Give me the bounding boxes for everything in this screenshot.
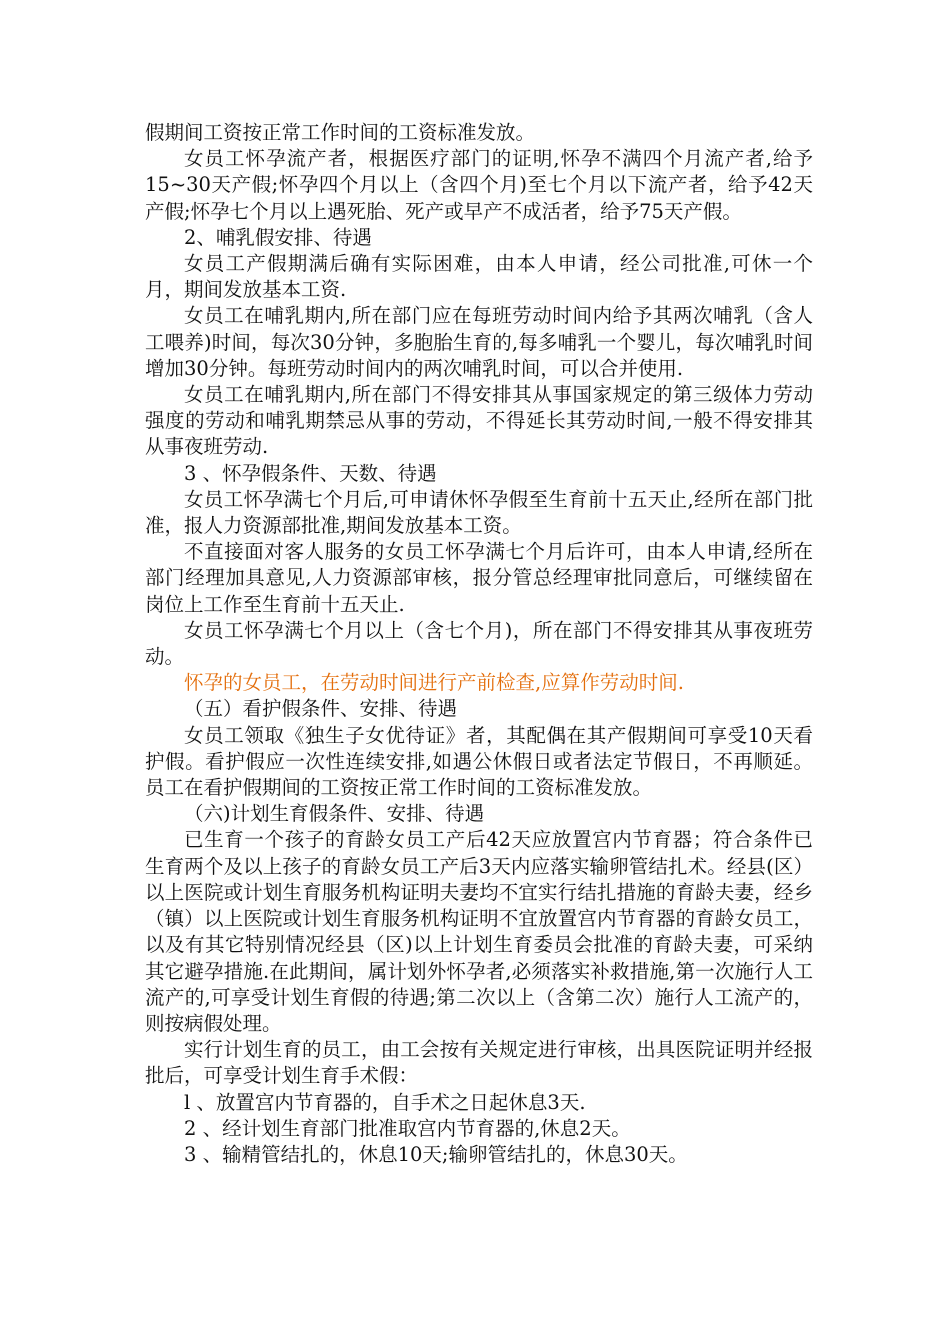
paragraph: 女员工怀孕满七个月以上（含七个月)，所在部门不得安排其从事夜班劳动。 — [145, 618, 813, 669]
paragraph: 实行计划生育的员工，由工会按有关规定进行审核，出具医院证明并经报批后，可享受计划生育手术假： — [145, 1038, 813, 1088]
paragraph: 女员工在哺乳期内,所在部门不得安排其从事国家规定的第三级体力劳动强度的劳动和哺乳期禁忌从事的劳动，不得延长其劳动时间,一般不得安排其从事夜班劳动. — [145, 383, 813, 459]
section-heading: 3 、怀孕假条件、天数、待遇 — [184, 461, 437, 485]
list-item: l 、放置宫内节育器的，自手术之日起休息3天. — [184, 1090, 586, 1114]
section-heading: （五）看护假条件、安排、待遇 — [184, 697, 458, 721]
paragraph: 女员工领取《独生子女优待证》者，其配偶在其产假期间可享受10天看护假。看护假应一次性连续安排,如遇公休假日或者法定节假日，不再顺延。员工在看护假期间的工资按正常工作时间的工资标准发放。 — [145, 723, 813, 800]
paragraph: 已生育一个孩子的育龄女员工产后42天应放置宫内节育器；符合条件已生育两个及以上孩子的育龄女员工产后3天内应落实输卵管结扎术。经县(区）以上医院或计划生育服务机构证明夫妻均不宜实行结扎措施的育龄夫妻，经乡（镇）以上医院或计划生育服务机构证明不宜放置宫内节育器的育龄女员工，以及有其它特别情况经县（区)以上计划生育委员会批准的育龄夫妻，可采纳其它避孕措施.在此期间，属计划外怀孕者,必须落实补救措施,第一次施行人工流产的,可享受计划生育假的待遇;第二次以上（含第二次）施行人工流产的，则按病假处理。 — [145, 828, 813, 1035]
list-item: 3 、输精管结扎的，休息10天;输卵管结扎的，休息30天。 — [184, 1142, 688, 1166]
paragraph: 女员工怀孕满七个月后,可申请休怀孕假至生育前十五天止,经所在部门批准，报人力资源部批准,期间发放基本工资。 — [145, 487, 813, 538]
paragraph: 女员工怀孕流产者，根据医疗部门的证明,怀孕不满四个月流产者,给予15~30天产假;怀孕四个月以上（含四个月)至七个月以下流产者，给予42天产假;怀孕七个月以上遇死胎、死产或早产不成活者，给予75天产假。 — [145, 147, 813, 223]
paragraph: 女员工在哺乳期内,所在部门应在每班劳动时间内给予其两次哺乳（含人工喂养)时间，每次30分钟，多胞胎生育的,每多哺乳一个婴儿，每次哺乳时间增加30分钟。每班劳动时间内的两次哺乳时间，可以合并使用. — [145, 304, 813, 380]
section-heading: （六)计划生育假条件、安排、待遇 — [184, 802, 485, 826]
paragraph: 女员工产假期满后确有实际困难，由本人申请，经公司批准,可休一个月，期间发放基本工资. — [145, 252, 813, 302]
highlighted-paragraph: 怀孕的女员工，在劳动时间进行产前检查,应算作劳动时间. — [184, 671, 684, 695]
paragraph: 不直接面对客人服务的女员工怀孕满七个月后许可，由本人申请,经所在部门经理加具意见,人力资源部审核，报分管总经理审批同意后，可继续留在岗位上工作至生育前十五天止. — [145, 540, 813, 616]
paragraph: 假期间工资按正常工作时间的工资标准发放。 — [145, 121, 536, 144]
section-heading: 2、哺乳假安排、待遇 — [184, 225, 372, 249]
document-body — [145, 120, 813, 1168]
list-item: 2 、经计划生育部门批准取宫内节育器的,休息2天。 — [184, 1116, 631, 1140]
